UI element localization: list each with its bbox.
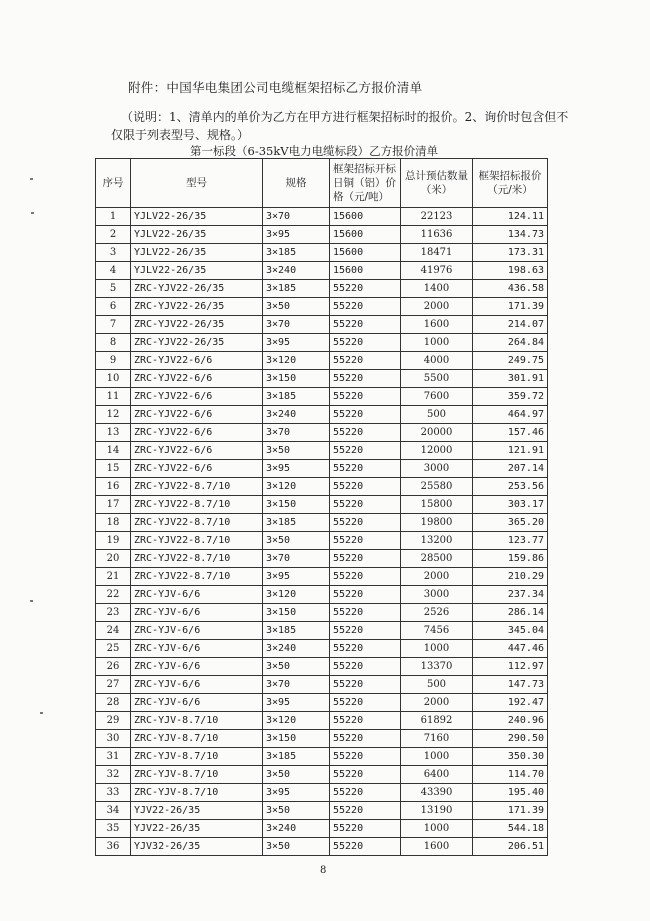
cell-estimated-quantity: 1600 [401, 316, 473, 334]
cell-spec: 3×240 [263, 262, 330, 280]
cell-spec: 3×185 [263, 244, 330, 262]
cell-model: ZRC-YJV22-6/6 [131, 442, 263, 460]
cell-estimated-quantity: 41976 [401, 262, 473, 280]
table-row [96, 622, 548, 640]
cell-spec: 3×120 [263, 586, 330, 604]
cell-spec: 3×185 [263, 748, 330, 766]
table-row [96, 478, 548, 496]
cell-unit-price: 436.58 [473, 280, 548, 298]
cell-no: 36 [96, 838, 131, 856]
cell-copper-price: 55220 [330, 658, 401, 676]
cell-estimated-quantity: 18471 [401, 244, 473, 262]
cell-estimated-quantity: 19800 [401, 514, 473, 532]
table-body [96, 208, 548, 856]
cell-no: 12 [96, 406, 131, 424]
cell-spec: 3×50 [263, 658, 330, 676]
cell-model: ZRC-YJV-8.7/10 [131, 748, 263, 766]
table-row [96, 370, 548, 388]
cell-unit-price: 195.40 [473, 784, 548, 802]
cell-estimated-quantity: 2000 [401, 568, 473, 586]
cell-estimated-quantity: 1000 [401, 640, 473, 658]
cell-copper-price: 55220 [330, 766, 401, 784]
table-row [96, 442, 548, 460]
header-no: 序号 [96, 159, 131, 208]
cell-no: 4 [96, 262, 131, 280]
cell-unit-price: 157.46 [473, 424, 548, 442]
cell-estimated-quantity: 7160 [401, 730, 473, 748]
cell-unit-price: 237.34 [473, 586, 548, 604]
cell-no: 7 [96, 316, 131, 334]
cell-spec: 3×185 [263, 514, 330, 532]
cell-no: 8 [96, 334, 131, 352]
cell-spec: 3×95 [263, 226, 330, 244]
cell-spec: 3×70 [263, 424, 330, 442]
cell-copper-price: 55220 [330, 370, 401, 388]
table-row [96, 388, 548, 406]
table-row [96, 334, 548, 352]
cell-unit-price: 253.56 [473, 478, 548, 496]
cell-model: ZRC-YJV22-26/35 [131, 316, 263, 334]
cell-copper-price: 55220 [330, 442, 401, 460]
table-row [96, 748, 548, 766]
table-row [96, 766, 548, 784]
cell-model: YJLV22-26/35 [131, 226, 263, 244]
cell-spec: 3×150 [263, 370, 330, 388]
cell-copper-price: 55220 [330, 640, 401, 658]
cell-spec: 3×50 [263, 442, 330, 460]
table-row [96, 352, 548, 370]
cell-estimated-quantity: 4000 [401, 352, 473, 370]
table-row [96, 784, 548, 802]
cell-model: ZRC-YJV-6/6 [131, 676, 263, 694]
scan-speck [31, 212, 34, 214]
cell-copper-price: 55220 [330, 838, 401, 856]
table-row [96, 604, 548, 622]
cell-unit-price: 171.39 [473, 298, 548, 316]
cell-copper-price: 55220 [330, 712, 401, 730]
cell-estimated-quantity: 22123 [401, 208, 473, 226]
cell-unit-price: 159.86 [473, 550, 548, 568]
document-heading: 附件：中国华电集团公司电缆框架招标乙方报价清单 [128, 80, 423, 95]
cell-unit-price: 365.20 [473, 514, 548, 532]
cell-model: ZRC-YJV22-26/35 [131, 334, 263, 352]
cell-no: 2 [96, 226, 131, 244]
cell-copper-price: 55220 [330, 784, 401, 802]
cell-no: 28 [96, 694, 131, 712]
table-row [96, 568, 548, 586]
cell-copper-price: 55220 [330, 406, 401, 424]
cell-spec: 3×120 [263, 352, 330, 370]
cell-unit-price: 359.72 [473, 388, 548, 406]
cell-spec: 3×185 [263, 388, 330, 406]
cell-model: ZRC-YJV-8.7/10 [131, 766, 263, 784]
cell-unit-price: 464.97 [473, 406, 548, 424]
cell-copper-price: 15600 [330, 226, 401, 244]
cell-unit-price: 207.14 [473, 460, 548, 478]
cell-spec: 3×240 [263, 640, 330, 658]
cell-copper-price: 55220 [330, 550, 401, 568]
cell-no: 35 [96, 820, 131, 838]
cell-no: 22 [96, 586, 131, 604]
cell-unit-price: 206.51 [473, 838, 548, 856]
header-model: 型号 [131, 159, 263, 208]
cell-unit-price: 350.30 [473, 748, 548, 766]
cell-estimated-quantity: 12000 [401, 442, 473, 460]
cell-model: ZRC-YJV-6/6 [131, 586, 263, 604]
cell-model: ZRC-YJV-8.7/10 [131, 712, 263, 730]
cell-spec: 3×95 [263, 694, 330, 712]
cell-estimated-quantity: 25580 [401, 478, 473, 496]
cell-no: 27 [96, 676, 131, 694]
cell-model: ZRC-YJV22-6/6 [131, 352, 263, 370]
table-row [96, 658, 548, 676]
cell-unit-price: 192.47 [473, 694, 548, 712]
header-copper-price: 框架招标开标日铜（铝）价格（元/吨） [330, 159, 401, 208]
cell-estimated-quantity: 61892 [401, 712, 473, 730]
cell-spec: 3×185 [263, 622, 330, 640]
cell-copper-price: 55220 [330, 604, 401, 622]
cell-copper-price: 55220 [330, 424, 401, 442]
cell-no: 23 [96, 604, 131, 622]
cell-unit-price: 114.70 [473, 766, 548, 784]
table-row [96, 550, 548, 568]
cell-spec: 3×95 [263, 460, 330, 478]
cell-no: 13 [96, 424, 131, 442]
cell-unit-price: 123.77 [473, 532, 548, 550]
table-row [96, 730, 548, 748]
cell-unit-price: 240.96 [473, 712, 548, 730]
cell-copper-price: 55220 [330, 730, 401, 748]
price-quote-table [95, 158, 548, 856]
cell-unit-price: 173.31 [473, 244, 548, 262]
table-row [96, 406, 548, 424]
cell-unit-price: 301.91 [473, 370, 548, 388]
table-row [96, 298, 548, 316]
page-number: 8 [320, 865, 327, 876]
cell-spec: 3×185 [263, 280, 330, 298]
table-row [96, 640, 548, 658]
cell-copper-price: 55220 [330, 676, 401, 694]
table-row [96, 586, 548, 604]
cell-estimated-quantity: 7600 [401, 388, 473, 406]
cell-no: 21 [96, 568, 131, 586]
cell-no: 14 [96, 442, 131, 460]
cell-model: ZRC-YJV22-8.7/10 [131, 550, 263, 568]
cell-estimated-quantity: 1600 [401, 838, 473, 856]
cell-copper-price: 55220 [330, 280, 401, 298]
table-row [96, 514, 548, 532]
cell-no: 15 [96, 460, 131, 478]
table-row [96, 532, 548, 550]
cell-no: 18 [96, 514, 131, 532]
cell-model: ZRC-YJV22-6/6 [131, 460, 263, 478]
cell-unit-price: 303.17 [473, 496, 548, 514]
cell-estimated-quantity: 500 [401, 406, 473, 424]
table-row [96, 820, 548, 838]
cell-copper-price: 55220 [330, 298, 401, 316]
cell-estimated-quantity: 5500 [401, 370, 473, 388]
cell-no: 31 [96, 748, 131, 766]
cell-spec: 3×50 [263, 802, 330, 820]
cell-copper-price: 55220 [330, 820, 401, 838]
cell-copper-price: 55220 [330, 622, 401, 640]
cell-estimated-quantity: 7456 [401, 622, 473, 640]
table-row [96, 802, 548, 820]
cell-unit-price: 264.84 [473, 334, 548, 352]
cell-model: ZRC-YJV22-26/35 [131, 298, 263, 316]
cell-no: 30 [96, 730, 131, 748]
cell-no: 6 [96, 298, 131, 316]
table-row [96, 244, 548, 262]
cell-estimated-quantity: 6400 [401, 766, 473, 784]
cell-spec: 3×50 [263, 532, 330, 550]
cell-no: 1 [96, 208, 131, 226]
cell-model: YJLV22-26/35 [131, 244, 263, 262]
cell-estimated-quantity: 2000 [401, 298, 473, 316]
cell-estimated-quantity: 13190 [401, 802, 473, 820]
cell-estimated-quantity: 20000 [401, 424, 473, 442]
cell-spec: 3×95 [263, 334, 330, 352]
cell-no: 5 [96, 280, 131, 298]
cell-estimated-quantity: 1400 [401, 280, 473, 298]
cell-model: ZRC-YJV22-6/6 [131, 406, 263, 424]
cell-copper-price: 55220 [330, 460, 401, 478]
table-header-row [96, 159, 548, 208]
cell-model: ZRC-YJV22-6/6 [131, 388, 263, 406]
cell-estimated-quantity: 1000 [401, 334, 473, 352]
cell-copper-price: 15600 [330, 262, 401, 280]
table-row [96, 262, 548, 280]
cell-copper-price: 55220 [330, 586, 401, 604]
note-line-2: 仅限于列表型号、规格。） [111, 128, 250, 142]
explanatory-note [111, 108, 569, 144]
cell-spec: 3×120 [263, 478, 330, 496]
cell-no: 32 [96, 766, 131, 784]
cell-model: ZRC-YJV-6/6 [131, 604, 263, 622]
table-row [96, 280, 548, 298]
cell-no: 26 [96, 658, 131, 676]
cell-unit-price: 210.29 [473, 568, 548, 586]
cell-model: ZRC-YJV22-8.7/10 [131, 514, 263, 532]
cell-estimated-quantity: 15800 [401, 496, 473, 514]
table-row [96, 226, 548, 244]
cell-no: 24 [96, 622, 131, 640]
cell-unit-price: 134.73 [473, 226, 548, 244]
scan-speck [30, 600, 33, 602]
cell-model: ZRC-YJV-6/6 [131, 694, 263, 712]
cell-no: 11 [96, 388, 131, 406]
cell-estimated-quantity: 1000 [401, 820, 473, 838]
cell-model: ZRC-YJV-6/6 [131, 640, 263, 658]
cell-model: ZRC-YJV22-6/6 [131, 424, 263, 442]
table-caption: 第一标段（6-35kV电力电缆标段）乙方报价清单 [190, 144, 439, 158]
cell-estimated-quantity: 13370 [401, 658, 473, 676]
cell-copper-price: 55220 [330, 478, 401, 496]
cell-copper-price: 15600 [330, 208, 401, 226]
cell-spec: 3×150 [263, 604, 330, 622]
cell-copper-price: 55220 [330, 532, 401, 550]
cell-copper-price: 55220 [330, 568, 401, 586]
header-estimated-quantity: 总计预估数量（米） [401, 159, 473, 208]
cell-spec: 3×50 [263, 298, 330, 316]
cell-model: YJV22-26/35 [131, 802, 263, 820]
cell-no: 10 [96, 370, 131, 388]
cell-copper-price: 55220 [330, 514, 401, 532]
scan-speck [40, 712, 43, 714]
cell-spec: 3×95 [263, 784, 330, 802]
cell-no: 3 [96, 244, 131, 262]
cell-spec: 3×240 [263, 820, 330, 838]
cell-model: YJV22-26/35 [131, 820, 263, 838]
cell-unit-price: 121.91 [473, 442, 548, 460]
cell-no: 29 [96, 712, 131, 730]
cell-unit-price: 147.73 [473, 676, 548, 694]
cell-spec: 3×50 [263, 838, 330, 856]
cell-estimated-quantity: 500 [401, 676, 473, 694]
cell-estimated-quantity: 11636 [401, 226, 473, 244]
cell-estimated-quantity: 1000 [401, 748, 473, 766]
cell-copper-price: 55220 [330, 748, 401, 766]
table-row [96, 496, 548, 514]
cell-estimated-quantity: 28500 [401, 550, 473, 568]
cell-model: ZRC-YJV22-26/35 [131, 280, 263, 298]
cell-spec: 3×240 [263, 406, 330, 424]
cell-model: ZRC-YJV-6/6 [131, 658, 263, 676]
cell-copper-price: 55220 [330, 316, 401, 334]
cell-copper-price: 55220 [330, 388, 401, 406]
header-spec: 规格 [263, 159, 330, 208]
cell-spec: 3×50 [263, 766, 330, 784]
cell-model: ZRC-YJV-8.7/10 [131, 784, 263, 802]
cell-model: ZRC-YJV22-8.7/10 [131, 478, 263, 496]
cell-spec: 3×70 [263, 208, 330, 226]
cell-copper-price: 55220 [330, 352, 401, 370]
cell-model: YJV32-26/35 [131, 838, 263, 856]
cell-model: ZRC-YJV22-6/6 [131, 370, 263, 388]
cell-unit-price: 447.46 [473, 640, 548, 658]
cell-no: 16 [96, 478, 131, 496]
cell-spec: 3×150 [263, 496, 330, 514]
cell-model: ZRC-YJV-6/6 [131, 622, 263, 640]
table-row [96, 676, 548, 694]
cell-model: YJLV22-26/35 [131, 262, 263, 280]
cell-unit-price: 171.39 [473, 802, 548, 820]
table-row [96, 838, 548, 856]
cell-copper-price: 55220 [330, 496, 401, 514]
cell-estimated-quantity: 2526 [401, 604, 473, 622]
cell-no: 9 [96, 352, 131, 370]
cell-unit-price: 112.97 [473, 658, 548, 676]
cell-estimated-quantity: 3000 [401, 460, 473, 478]
cell-no: 33 [96, 784, 131, 802]
cell-estimated-quantity: 13200 [401, 532, 473, 550]
cell-no: 25 [96, 640, 131, 658]
cell-unit-price: 214.07 [473, 316, 548, 334]
table-row [96, 694, 548, 712]
cell-no: 17 [96, 496, 131, 514]
cell-copper-price: 55220 [330, 694, 401, 712]
cell-model: ZRC-YJV-8.7/10 [131, 730, 263, 748]
cell-spec: 3×70 [263, 676, 330, 694]
cell-model: ZRC-YJV22-8.7/10 [131, 532, 263, 550]
cell-no: 34 [96, 802, 131, 820]
cell-unit-price: 544.18 [473, 820, 548, 838]
cell-unit-price: 124.11 [473, 208, 548, 226]
cell-no: 20 [96, 550, 131, 568]
cell-unit-price: 290.50 [473, 730, 548, 748]
cell-no: 19 [96, 532, 131, 550]
cell-model: YJLV22-26/35 [131, 208, 263, 226]
cell-estimated-quantity: 3000 [401, 586, 473, 604]
cell-spec: 3×70 [263, 550, 330, 568]
cell-unit-price: 249.75 [473, 352, 548, 370]
table-row [96, 316, 548, 334]
cell-spec: 3×70 [263, 316, 330, 334]
header-unit-price: 框架招标报价（元/米） [473, 159, 548, 208]
cell-spec: 3×95 [263, 568, 330, 586]
table-row [96, 460, 548, 478]
cell-unit-price: 345.04 [473, 622, 548, 640]
cell-model: ZRC-YJV22-8.7/10 [131, 568, 263, 586]
cell-copper-price: 15600 [330, 244, 401, 262]
cell-model: ZRC-YJV22-8.7/10 [131, 496, 263, 514]
table-row [96, 208, 548, 226]
note-line-1: （说明：1、清单内的单价为乙方在甲方进行框架招标时的报价。2、询价时包含但不 [121, 110, 569, 124]
cell-estimated-quantity: 2000 [401, 694, 473, 712]
cell-spec: 3×150 [263, 730, 330, 748]
cell-unit-price: 286.14 [473, 604, 548, 622]
scan-speck [30, 178, 33, 180]
table-row [96, 424, 548, 442]
cell-copper-price: 55220 [330, 802, 401, 820]
cell-estimated-quantity: 43390 [401, 784, 473, 802]
cell-unit-price: 198.63 [473, 262, 548, 280]
cell-copper-price: 55220 [330, 334, 401, 352]
cell-spec: 3×120 [263, 712, 330, 730]
table-row [96, 712, 548, 730]
